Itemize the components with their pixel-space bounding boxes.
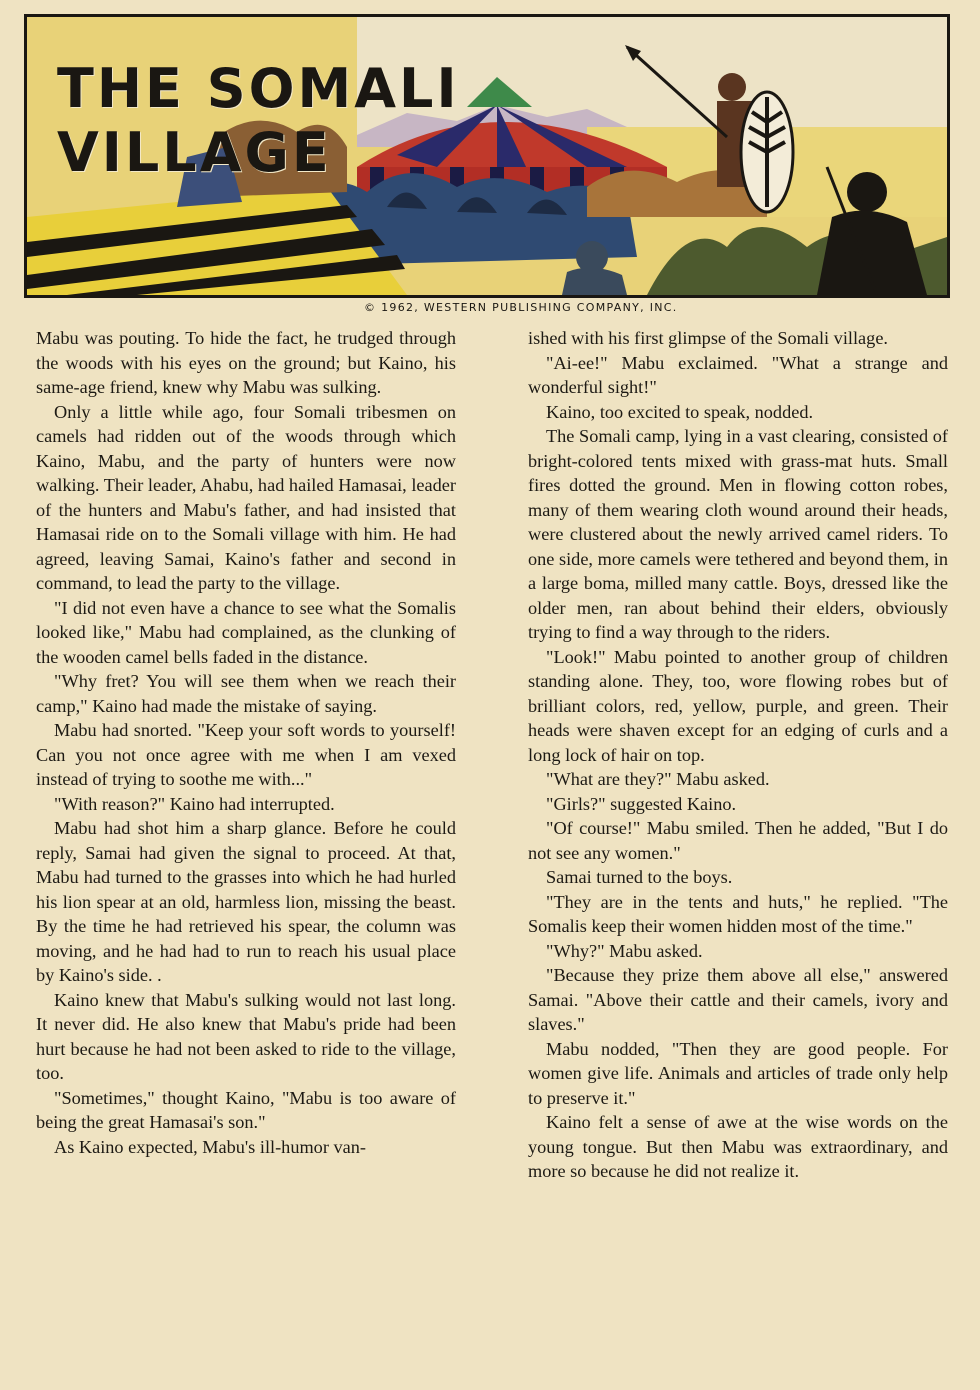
paragraph: Samai turned to the boys. bbox=[546, 867, 733, 887]
paragraph: As Kaino expected, Mabu's ill-humor van- bbox=[54, 1136, 366, 1157]
paragraph: "Because they prize them above all else," answered Samai. "Above their cattle and their camels, ivory and slaves." bbox=[528, 965, 948, 1034]
paragraph: "Why fret? You will see them when we reach their camp," Kaino had made the mistake of saying. bbox=[36, 671, 456, 716]
paragraph: "I did not even have a chance to see what the Somalis looked like," Mabu had complained, as the clunking of the wooden camel bells faded in the distance. bbox=[36, 597, 456, 667]
paragraph: Mabu was pouting. To hide the fact, he trudged through the woods with his eyes on the ground; but Kaino, his same-age friend, knew why Mabu was sulking. bbox=[36, 328, 456, 397]
title-illustration-panel bbox=[24, 14, 950, 298]
paragraph: "Of course!" Mabu smiled. Then he added, "But I do not see any women." bbox=[528, 818, 948, 863]
paragraph: Mabu nodded, "Then they are good people. For women give life. Animals and articles of trade only help to preserve it." bbox=[528, 1038, 948, 1108]
paragraph: The Somali camp, lying in a vast clearing, consisted of bright-colored tents mixed with grass-mat huts. Small fires dotted the ground. Men in flowing cotton robes, many of them wearing cloth wound around their heads, were clustered about the newly arrived camel riders. To one side, more camels were tethered and beyond them, in a large boma, milled many cattle. Boys, dressed like the older men, ran about behind their elders, obviously trying to find a way through to the riders. bbox=[528, 426, 948, 642]
paragraph: "They are in the tents and huts," he replied. "The Somalis keep their women hidden most of the time." bbox=[528, 891, 948, 936]
paragraph: Mabu had shot him a sharp glance. Before he could reply, Samai had given the signal to proceed. At that, Mabu had turned to the grasses into which he had hurled his lion spear at an old, harmless lion, missing the beast. By the time he had retrieved his spear, the column was moving, and he had had to run to reach his usual place by Kaino's side. . bbox=[36, 818, 456, 985]
paragraph: Kaino knew that Mabu's sulking would not last long. It never did. He also knew that Mabu's pride had been hurt because he had not been asked to ride to the village, too. bbox=[36, 989, 456, 1083]
story-title: THE SOMALI VILLAGE bbox=[57, 57, 460, 184]
paragraph: "Ai-ee!" Mabu exclaimed. "What a strange and wonderful sight!" bbox=[528, 352, 948, 397]
paragraph: "What are they?" Mabu asked. bbox=[546, 769, 770, 789]
paragraph: ished with his first glimpse of the Somali village. bbox=[528, 328, 889, 348]
paragraph: Only a little while ago, four Somali tribesmen on camels had ridden out of the woods through which Kaino, Mabu, and the party of hunters were now walking. Their leader, Ahabu, had hailed Hamasai, leader of the hunters and Mabu's father, and had insisted that Hamasai ride on to the Somali village with him. He had agreed, leaving Samai, Kaino's father and second in command, to lead the party to the village. bbox=[36, 401, 456, 593]
paragraph: "Look!" Mabu pointed to another group of children standing alone. They, too, wore flowing robes but of brilliant colors, red, yellow, purple, and green. Their heads were shaven except for an edging of curls and a long lock of hair on top. bbox=[528, 646, 948, 765]
paragraph: Kaino, too excited to speak, nodded. bbox=[546, 401, 814, 422]
left-text-column bbox=[36, 326, 456, 1159]
right-text-column bbox=[528, 326, 948, 1184]
copyright-notice: © 1962, WESTERN PUBLISHING COMPANY, INC. bbox=[364, 301, 678, 314]
paragraph: "Why?" Mabu asked. bbox=[546, 940, 703, 961]
paragraph: "With reason?" Kaino had interrupted. bbox=[54, 793, 335, 814]
paragraph: Mabu had snorted. "Keep your soft words to yourself! Can you not once agree with me when I am vexed instead of trying to soothe me with..." bbox=[36, 720, 456, 789]
paragraph: "Sometimes," thought Kaino, "Mabu is too aware of being the great Hamasai's son." bbox=[36, 1087, 456, 1132]
paragraph: Kaino felt a sense of awe at the wise words on the young tongue. But then Mabu was extraordinary, and more so because he did not realize it. bbox=[528, 1112, 948, 1181]
paragraph: "Girls?" suggested Kaino. bbox=[546, 793, 737, 814]
